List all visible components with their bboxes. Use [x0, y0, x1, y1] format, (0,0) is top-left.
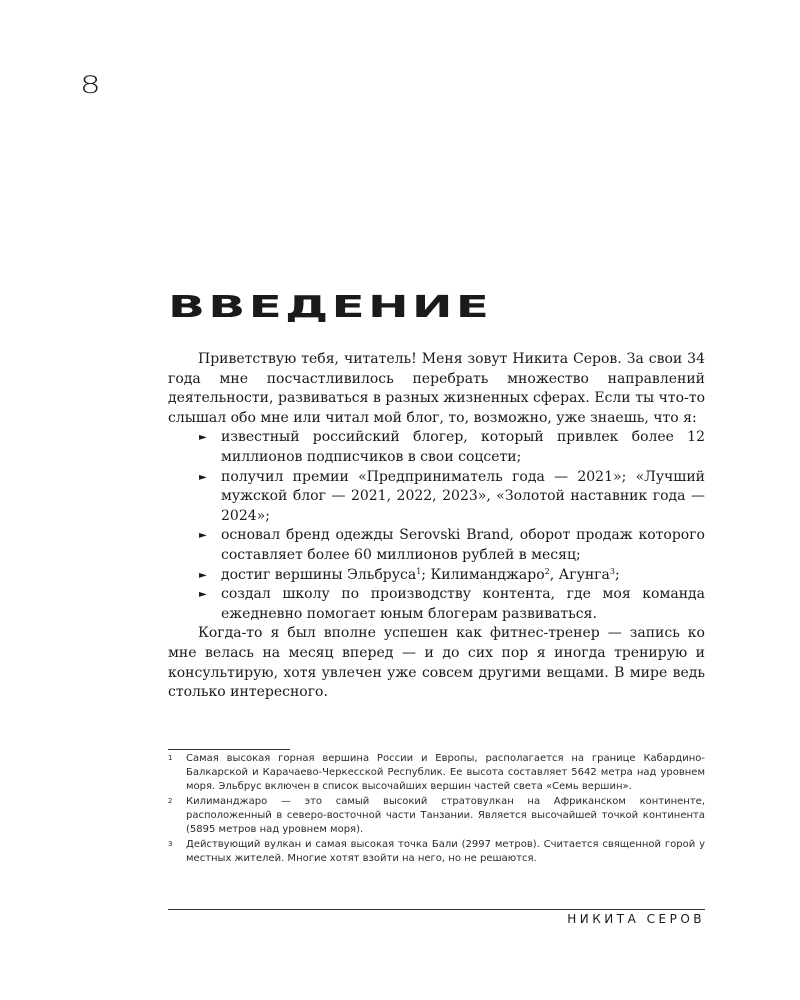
running-footer-author: НИКИТА СЕРОВ — [567, 912, 705, 926]
footer-divider — [168, 909, 705, 910]
chapter-title: ВВЕДЕНИЕ — [168, 290, 493, 325]
list-item — [168, 468, 705, 527]
footnote-ref-2[interactable]: 2 — [544, 566, 550, 576]
footnote-divider — [168, 749, 290, 750]
list-item-text: получил премии «Предприниматель года — 2021»; «Лучший мужской блог — 2021, 2022, 2023», «Золотой наставник года — 2024»; — [221, 468, 705, 524]
list-item — [168, 526, 705, 565]
footnote — [168, 752, 705, 794]
list-item-text: известный российский блогер, который привлек более 12 миллионов подписчиков в свои соцсети; — [221, 429, 705, 465]
footnote-number: 1 — [168, 754, 173, 762]
footnote — [168, 795, 705, 837]
list-item-text: основал бренд одежды Serovski Brand, оборот продаж которого составляет более 60 миллионов рублей в месяц; — [221, 527, 705, 563]
page-number: 8 — [80, 71, 102, 99]
footnote-text: Килиманджаро — это самый высокий стратовулкан на Африканском континенте, расположенный в северо-восточной части Танзании. Является высочайшей точкой континента (5895 метров над уровнем моря). — [186, 796, 705, 835]
summit-elbrus: достиг вершины Эльбруса — [221, 566, 417, 583]
footnote-ref-3[interactable]: 3 — [609, 566, 615, 576]
closing-paragraph: Когда-то я был вполне успешен как фитнес-тренер — запись ко мне велась на месяц вперед — и до сих пор я иногда тренирую и консультирую, хотя увлечен уже совсем другими вещами. В мире ведь столько интересного. — [168, 625, 705, 701]
triangle-bullet-icon: ► — [199, 530, 207, 542]
list-item-text — [221, 567, 620, 583]
list-item — [168, 566, 705, 586]
summit-kilimanjaro: ; Килиманджаро — [421, 566, 545, 583]
list-item — [168, 585, 705, 624]
footnote-text: Самая высокая горная вершина России и Европы, располагается на границе Кабардино-Балкарской и Карачаево-Черкесской Республик. Ее высота составляет 5642 метра над уровнем моря. Эльбрус включен в список высочайших вершин частей света «Семь вершин». — [186, 753, 705, 792]
footnote-number: 3 — [168, 840, 173, 848]
footnote-ref-1[interactable]: 1 — [416, 566, 422, 576]
list-item-end: ; — [614, 566, 620, 583]
footnote-text: Действующий вулкан и самая высокая точка Бали (2997 метров). Считается священной горой у местных жителей. Многие хотят взойти на него, но не решаются. — [186, 839, 705, 864]
triangle-bullet-icon: ► — [199, 569, 207, 581]
intro-paragraph: Приветствую тебя, читатель! Меня зовут Никита Серов. За свои 34 года мне посчастливилось перебрать множество направлений деятельности, развиваться в разных жизненных сферах. Если ты что-то слышал обо мне или читал мой блог, то, возможно, уже знаешь, что я: — [168, 351, 705, 426]
footnote — [168, 838, 705, 866]
footnote-number: 2 — [168, 797, 173, 805]
triangle-bullet-icon: ► — [199, 589, 207, 601]
list-item — [168, 428, 705, 467]
triangle-bullet-icon: ► — [199, 432, 207, 444]
summit-agung: , Агунга — [549, 566, 610, 583]
footnotes — [168, 752, 705, 867]
list-item-text: создал школу по производству контента, где моя команда ежедневно помогает юным блогерам развиваться. — [221, 586, 705, 622]
triangle-bullet-icon: ► — [199, 471, 207, 483]
body-text — [168, 350, 705, 703]
achievements-list — [168, 428, 705, 624]
